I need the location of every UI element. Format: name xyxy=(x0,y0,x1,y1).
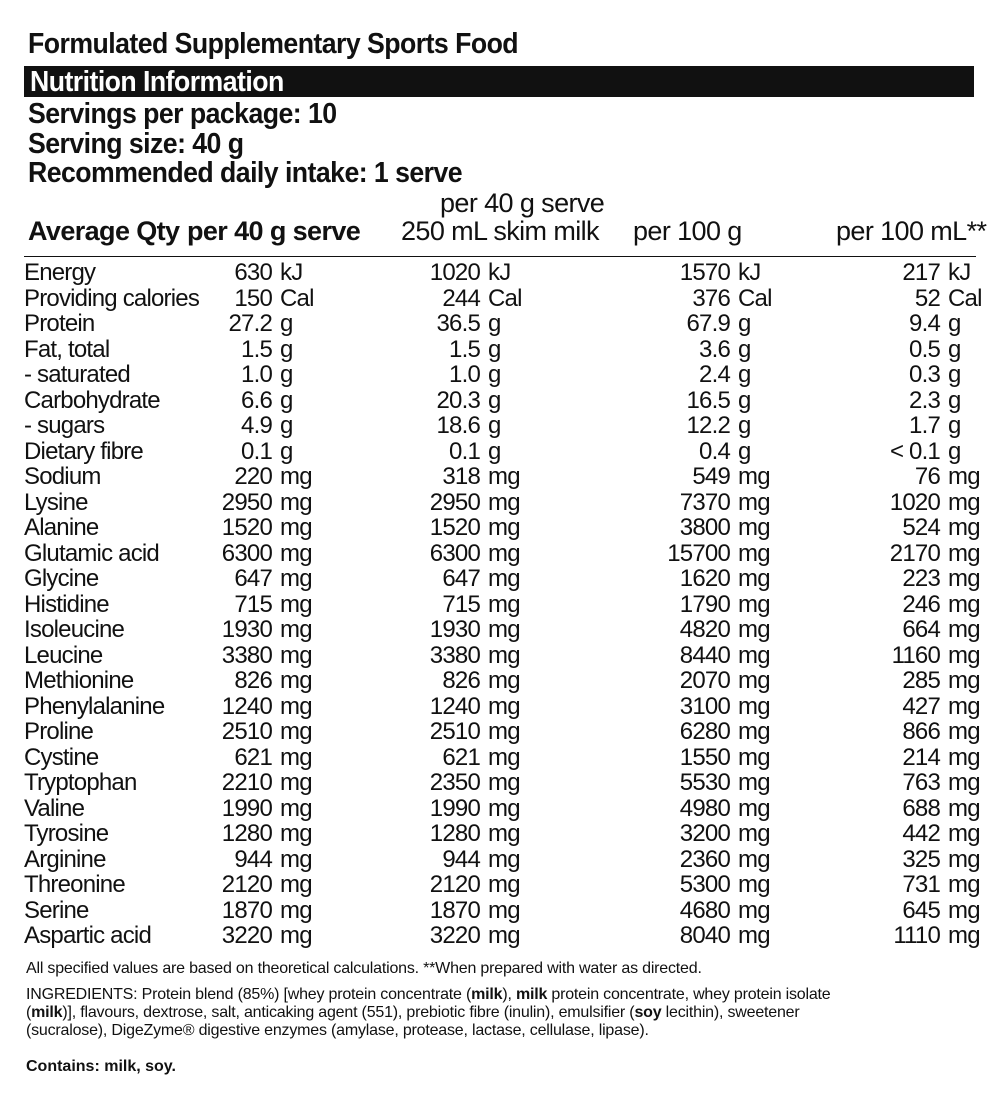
nutrient-unit: kJ xyxy=(488,259,511,286)
nutrient-value: 9.4 xyxy=(909,310,940,337)
nutrient-name: Arginine xyxy=(24,845,106,873)
table-row xyxy=(24,923,974,949)
nutrient-value: 52 xyxy=(914,284,940,312)
nutrient-value: 647 xyxy=(442,565,480,592)
serving-size: Serving size: 40 g xyxy=(28,128,244,160)
nutrient-name: Providing calories xyxy=(24,284,200,312)
nutrient-value: 1870 xyxy=(221,896,272,924)
nutrient-unit: mg xyxy=(948,463,980,490)
table-row xyxy=(24,413,974,439)
nutrient-unit: mg xyxy=(948,896,980,924)
nutrient-value: 524 xyxy=(902,514,940,541)
nutrient-value: 2950 xyxy=(429,488,480,516)
nutrient-value: 549 xyxy=(692,463,730,490)
nutrient-unit: mg xyxy=(738,820,770,847)
nutrient-value: 944 xyxy=(234,845,272,873)
nutrient-value: 731 xyxy=(902,871,940,898)
nutrient-value: 4980 xyxy=(679,794,730,822)
nutrient-value: 621 xyxy=(234,743,272,771)
nutrient-value: 2170 xyxy=(889,539,940,567)
nutrient-unit: mg xyxy=(280,616,312,643)
nutrient-value: 763 xyxy=(902,769,940,796)
nutrient-value: 4.9 xyxy=(241,412,272,439)
nutrient-value: 866 xyxy=(902,718,940,745)
nutrient-unit: g xyxy=(280,335,293,363)
nutrient-value: 3.6 xyxy=(699,335,730,363)
nutrient-unit: mg xyxy=(280,590,312,618)
nutrient-unit: mg xyxy=(948,845,980,873)
nutrient-unit: g xyxy=(948,437,961,465)
nutrient-value: < 0.1 xyxy=(889,437,940,465)
nutrient-value: 1930 xyxy=(221,616,272,643)
nutrient-name: Alanine xyxy=(24,514,99,541)
table-row xyxy=(24,617,974,643)
table-row xyxy=(24,796,974,822)
nutrient-unit: mg xyxy=(280,488,312,516)
nutrient-value: 1240 xyxy=(429,692,480,720)
nutrient-value: 2360 xyxy=(679,845,730,873)
nutrient-unit: mg xyxy=(280,922,312,949)
nutrient-value: 1870 xyxy=(429,896,480,924)
table-row xyxy=(24,260,974,286)
nutrient-value: 1930 xyxy=(429,616,480,643)
ingredients-line-2: (milk)], flavours, dextrose, salt, anticaking agent (551), prebiotic fibre (inulin), emulsifier (soy lecithin), sweetener xyxy=(26,1004,800,1021)
nutrient-unit: g xyxy=(280,310,293,337)
nutrient-unit: g xyxy=(948,361,961,388)
nutrient-unit: mg xyxy=(948,514,980,541)
nutrient-unit: mg xyxy=(738,922,770,949)
col-head-milk-line1: per 40 g serve xyxy=(440,188,605,218)
nutrient-value: 5530 xyxy=(679,769,730,796)
nutrient-value: 1020 xyxy=(889,488,940,516)
nutrient-value: 6300 xyxy=(221,539,272,567)
nutrient-value: 630 xyxy=(234,259,272,286)
nutrient-name: Histidine xyxy=(24,590,109,618)
nutrient-value: 4820 xyxy=(679,616,730,643)
nutrient-unit: mg xyxy=(488,896,520,924)
nutrient-value: 20.3 xyxy=(436,386,480,414)
nutrient-name: Carbohydrate xyxy=(24,386,160,414)
nutrient-unit: mg xyxy=(738,743,770,771)
table-row xyxy=(24,439,974,465)
nutrient-value: 1790 xyxy=(679,590,730,618)
nutrient-unit: mg xyxy=(738,641,770,669)
nutrient-value: 0.1 xyxy=(241,437,272,465)
nutrient-value: 244 xyxy=(442,284,480,312)
nutrient-value: 3380 xyxy=(429,641,480,669)
nutrient-unit: mg xyxy=(488,845,520,873)
nutrient-name: Energy xyxy=(24,259,96,286)
nutrient-unit: mg xyxy=(948,743,980,771)
nutrient-unit: mg xyxy=(948,616,980,643)
nutrient-value: 427 xyxy=(902,692,940,720)
nutrient-unit: Cal xyxy=(280,284,314,312)
nutrient-value: 2510 xyxy=(429,718,480,745)
allergen-statement: Contains: milk, soy. xyxy=(26,1058,176,1075)
nutrient-unit: mg xyxy=(280,718,312,745)
nutrient-name: Lysine xyxy=(24,488,88,516)
nutrient-value: 4680 xyxy=(679,896,730,924)
nutrient-name: Tryptophan xyxy=(24,769,137,796)
nutrient-unit: g xyxy=(280,412,293,439)
nutrient-value: 0.3 xyxy=(909,361,940,388)
nutrient-value: 3220 xyxy=(429,922,480,949)
nutrient-value: 1.0 xyxy=(449,361,480,388)
nutrient-value: 621 xyxy=(442,743,480,771)
table-row xyxy=(24,490,974,516)
nutrient-value: 1280 xyxy=(429,820,480,847)
table-row xyxy=(24,821,974,847)
nutrient-value: 5300 xyxy=(679,871,730,898)
nutrient-unit: mg xyxy=(488,514,520,541)
nutrient-value: 3800 xyxy=(679,514,730,541)
nutrient-value: 1620 xyxy=(679,565,730,592)
nutrient-name: Phenylalanine xyxy=(24,692,165,720)
nutrient-value: 12.2 xyxy=(686,412,730,439)
nutrient-value: 150 xyxy=(234,284,272,312)
nutrient-unit: mg xyxy=(280,667,312,694)
nutrient-unit: g xyxy=(948,412,961,439)
nutrient-unit: mg xyxy=(738,896,770,924)
nutrient-unit: mg xyxy=(280,692,312,720)
nutrient-value: 2210 xyxy=(221,769,272,796)
nutrient-value: 715 xyxy=(442,590,480,618)
nutrient-value: 285 xyxy=(902,667,940,694)
table-row xyxy=(24,388,974,414)
col-head-per-100ml: per 100 mL** xyxy=(836,216,987,246)
nutrient-value: 3200 xyxy=(679,820,730,847)
footnote: All specified values are based on theoretical calculations. **When prepared with water as directed. xyxy=(26,960,702,977)
nutrient-name: Isoleucine xyxy=(24,616,125,643)
nutrient-unit: mg xyxy=(948,539,980,567)
ingredients-line-3: (sucralose), DigeZyme® digestive enzymes (amylase, protease, lactase, cellulase, lipase). xyxy=(26,1022,649,1039)
nutrient-unit: mg xyxy=(280,565,312,592)
nutrient-unit: mg xyxy=(488,692,520,720)
nutrient-unit: g xyxy=(948,386,961,414)
nutrient-unit: Cal xyxy=(738,284,772,312)
nutrient-value: 1.5 xyxy=(241,335,272,363)
nutrient-unit: mg xyxy=(280,871,312,898)
nutrient-value: 15700 xyxy=(667,539,730,567)
product-title: Formulated Supplementary Sports Food xyxy=(28,28,519,60)
nutrient-name: Glycine xyxy=(24,565,99,592)
table-row xyxy=(24,847,974,873)
nutrient-unit: g xyxy=(488,412,501,439)
nutrient-value: 688 xyxy=(902,794,940,822)
nutrient-unit: mg xyxy=(280,641,312,669)
table-row xyxy=(24,694,974,720)
nutrient-value: 246 xyxy=(902,590,940,618)
nutrient-value: 76 xyxy=(914,463,940,490)
panel-title: Nutrition Information xyxy=(30,66,284,98)
nutrient-unit: mg xyxy=(488,871,520,898)
nutrient-value: 1.7 xyxy=(909,412,940,439)
nutrient-unit: mg xyxy=(488,922,520,949)
nutrient-value: 715 xyxy=(234,590,272,618)
nutrient-name: - saturated xyxy=(24,361,130,388)
nutrient-unit: mg xyxy=(738,769,770,796)
nutrient-name: Leucine xyxy=(24,641,103,669)
nutrient-unit: mg xyxy=(738,692,770,720)
nutrient-unit: mg xyxy=(948,590,980,618)
nutrient-unit: mg xyxy=(488,590,520,618)
nutrient-value: 1110 xyxy=(893,922,940,949)
table-row xyxy=(24,719,974,745)
nutrient-unit: g xyxy=(280,386,293,414)
nutrient-value: 826 xyxy=(442,667,480,694)
nutrient-unit: mg xyxy=(738,845,770,873)
nutrient-value: 223 xyxy=(902,565,940,592)
nutrient-unit: g xyxy=(488,437,501,465)
nutrient-value: 7370 xyxy=(679,488,730,516)
nutrient-unit: g xyxy=(280,437,293,465)
nutrient-unit: mg xyxy=(280,514,312,541)
col-head-per-100g: per 100 g xyxy=(633,216,742,246)
nutrient-unit: mg xyxy=(488,794,520,822)
nutrient-name: Fat, total xyxy=(24,335,110,363)
nutrient-value: 6280 xyxy=(679,718,730,745)
nutrient-value: 1990 xyxy=(221,794,272,822)
nutrient-unit: mg xyxy=(488,488,520,516)
nutrient-value: 217 xyxy=(902,259,940,286)
nutrient-unit: mg xyxy=(488,820,520,847)
nutrient-unit: mg xyxy=(280,539,312,567)
nutrient-value: 3380 xyxy=(221,641,272,669)
nutrient-unit: mg xyxy=(488,769,520,796)
table-divider xyxy=(24,256,976,257)
nutrient-unit: mg xyxy=(948,922,980,949)
nutrient-unit: Cal xyxy=(948,284,982,312)
nutrient-value: 1280 xyxy=(221,820,272,847)
nutrient-value: 2120 xyxy=(429,871,480,898)
nutrient-unit: Cal xyxy=(488,284,522,312)
col-head-per-serve: per 40 g serve xyxy=(187,216,361,246)
nutrient-unit: mg xyxy=(948,641,980,669)
nutrient-value: 2120 xyxy=(221,871,272,898)
nutrient-value: 2510 xyxy=(221,718,272,745)
nutrient-unit: mg xyxy=(948,794,980,822)
nutrient-value: 645 xyxy=(902,896,940,924)
nutrient-value: 1240 xyxy=(221,692,272,720)
nutrient-value: 826 xyxy=(234,667,272,694)
table-row xyxy=(24,515,974,541)
nutrient-unit: g xyxy=(738,361,751,388)
table-row xyxy=(24,898,974,924)
nutrient-unit: g xyxy=(948,335,961,363)
nutrient-value: 0.1 xyxy=(449,437,480,465)
table-row xyxy=(24,337,974,363)
nutrient-name: Valine xyxy=(24,794,85,822)
nutrient-unit: kJ xyxy=(948,259,971,286)
nutrient-name: Serine xyxy=(24,896,89,924)
nutrient-unit: mg xyxy=(948,692,980,720)
nutrient-value: 0.4 xyxy=(699,437,730,465)
nutrient-value: 18.6 xyxy=(436,412,480,439)
nutrient-value: 2950 xyxy=(221,488,272,516)
nutrient-unit: mg xyxy=(738,616,770,643)
nutrient-unit: mg xyxy=(280,820,312,847)
nutrient-value: 1020 xyxy=(429,259,480,286)
nutrient-name: Cystine xyxy=(24,743,99,771)
nutrient-unit: g xyxy=(488,335,501,363)
table-row xyxy=(24,668,974,694)
nutrient-unit: mg xyxy=(948,565,980,592)
nutrient-unit: g xyxy=(948,310,961,337)
nutrient-unit: kJ xyxy=(280,259,303,286)
nutrient-value: 1990 xyxy=(429,794,480,822)
col-head-qty: Average Qty xyxy=(28,216,180,246)
nutrient-unit: g xyxy=(738,386,751,414)
nutrient-value: 8440 xyxy=(679,641,730,669)
nutrient-unit: mg xyxy=(280,463,312,490)
nutrient-value: 8040 xyxy=(679,922,730,949)
nutrient-value: 1520 xyxy=(429,514,480,541)
nutrient-value: 1550 xyxy=(679,743,730,771)
nutrient-value: 376 xyxy=(692,284,730,312)
nutrient-unit: g xyxy=(738,335,751,363)
nutrient-name: Threonine xyxy=(24,871,125,898)
nutrient-unit: mg xyxy=(948,820,980,847)
nutrient-value: 944 xyxy=(442,845,480,873)
nutrient-name: Aspartic acid xyxy=(24,922,151,949)
nutrient-unit: mg xyxy=(488,616,520,643)
nutrient-unit: mg xyxy=(738,514,770,541)
table-row xyxy=(24,566,974,592)
nutrient-value: 318 xyxy=(442,463,480,490)
nutrient-value: 1520 xyxy=(221,514,272,541)
nutrient-name: Glutamic acid xyxy=(24,539,159,567)
nutrient-unit: mg xyxy=(738,539,770,567)
table-row xyxy=(24,592,974,618)
nutrient-value: 2070 xyxy=(679,667,730,694)
nutrient-name: Tyrosine xyxy=(24,820,109,847)
nutrient-unit: mg xyxy=(488,539,520,567)
table-row xyxy=(24,541,974,567)
nutrient-value: 2.4 xyxy=(699,361,730,388)
nutrient-unit: mg xyxy=(738,794,770,822)
nutrient-value: 647 xyxy=(234,565,272,592)
nutrition-table xyxy=(24,259,982,949)
nutrient-unit: mg xyxy=(738,463,770,490)
nutrient-unit: mg xyxy=(488,718,520,745)
nutrient-unit: mg xyxy=(488,667,520,694)
nutrient-unit: mg xyxy=(738,718,770,745)
nutrient-unit: mg xyxy=(738,871,770,898)
nutrient-unit: mg xyxy=(948,667,980,694)
nutrient-name: Sodium xyxy=(24,463,101,490)
nutrient-unit: mg xyxy=(280,769,312,796)
nutrient-name: - sugars xyxy=(24,412,105,439)
nutrient-unit: mg xyxy=(280,743,312,771)
table-row xyxy=(24,643,974,669)
nutrient-value: 3100 xyxy=(679,692,730,720)
nutrient-name: Dietary fibre xyxy=(24,437,143,465)
nutrient-value: 2350 xyxy=(429,769,480,796)
ingredients-line-1: INGREDIENTS: Protein blend (85%) [whey protein concentrate (milk), milk protein concentrate, whey protein isolate xyxy=(26,986,831,1003)
nutrient-value: 36.5 xyxy=(436,310,480,337)
nutrient-name: Protein xyxy=(24,310,95,337)
nutrient-value: 214 xyxy=(902,743,940,771)
table-row xyxy=(24,872,974,898)
nutrient-unit: mg xyxy=(488,463,520,490)
nutrient-unit: mg xyxy=(948,871,980,898)
nutrient-value: 1160 xyxy=(891,641,940,669)
nutrient-unit: g xyxy=(738,412,751,439)
nutrient-unit: mg xyxy=(738,590,770,618)
nutrient-value: 325 xyxy=(902,845,940,873)
table-row xyxy=(24,464,974,490)
nutrient-name: Methionine xyxy=(24,667,134,694)
nutrient-value: 220 xyxy=(234,463,272,490)
servings-per-package: Servings per package: 10 xyxy=(28,98,337,130)
nutrient-value: 1.5 xyxy=(449,335,480,363)
nutrient-value: 1.0 xyxy=(241,361,272,388)
nutrient-unit: mg xyxy=(280,896,312,924)
col-head-milk-line2: 250 mL skim milk xyxy=(401,216,599,246)
nutrient-value: 6300 xyxy=(429,539,480,567)
table-row xyxy=(24,745,974,771)
nutrient-unit: g xyxy=(280,361,293,388)
nutrient-unit: mg xyxy=(488,743,520,771)
table-row xyxy=(24,770,974,796)
nutrient-unit: mg xyxy=(488,565,520,592)
nutrient-value: 664 xyxy=(902,616,940,643)
nutrient-unit: mg xyxy=(738,488,770,516)
nutrient-unit: mg xyxy=(948,488,980,516)
nutrient-value: 27.2 xyxy=(228,310,272,337)
nutrient-unit: mg xyxy=(948,718,980,745)
nutrient-value: 1570 xyxy=(679,259,730,286)
nutrient-unit: g xyxy=(738,310,751,337)
nutrient-unit: g xyxy=(488,310,501,337)
nutrient-value: 6.6 xyxy=(241,386,272,414)
nutrient-value: 0.5 xyxy=(909,335,940,363)
nutrient-unit: mg xyxy=(738,667,770,694)
nutrient-value: 67.9 xyxy=(686,310,730,337)
nutrient-unit: g xyxy=(738,437,751,465)
nutrient-value: 442 xyxy=(902,820,940,847)
nutrient-unit: mg xyxy=(280,794,312,822)
nutrient-name: Proline xyxy=(24,718,94,745)
nutrient-unit: mg xyxy=(738,565,770,592)
nutrient-unit: kJ xyxy=(738,259,761,286)
nutrient-value: 16.5 xyxy=(686,386,730,414)
table-row xyxy=(24,286,974,312)
panel-title-bar xyxy=(24,66,974,97)
table-row xyxy=(24,311,974,337)
nutrient-unit: mg xyxy=(948,769,980,796)
nutrient-unit: mg xyxy=(488,641,520,669)
nutrient-unit: g xyxy=(488,361,501,388)
recommended-intake: Recommended daily intake: 1 serve xyxy=(28,157,463,189)
nutrient-value: 2.3 xyxy=(909,386,940,414)
nutrient-value: 3220 xyxy=(221,922,272,949)
table-row xyxy=(24,362,974,388)
nutrient-unit: g xyxy=(488,386,501,414)
nutrient-unit: mg xyxy=(280,845,312,873)
